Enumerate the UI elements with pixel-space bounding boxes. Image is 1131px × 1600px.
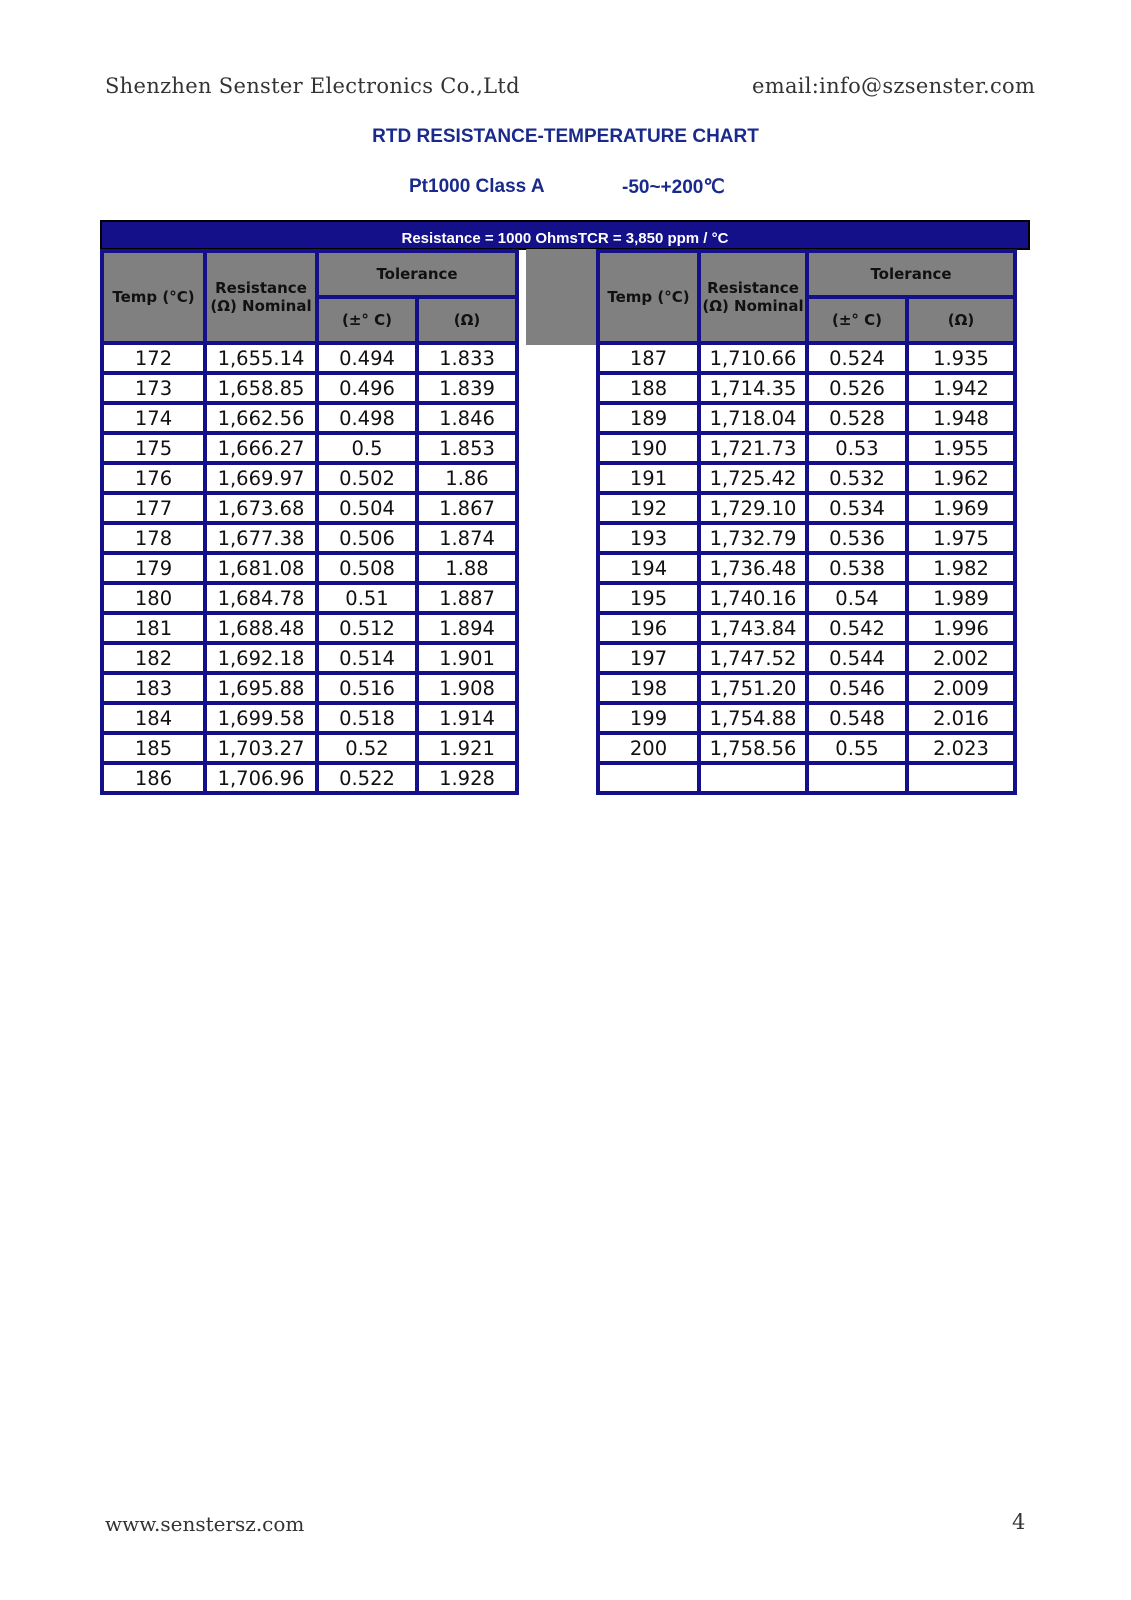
cell-temp: 179 — [104, 555, 203, 581]
cell-resistance: 1,732.79 — [701, 525, 805, 551]
cell-tol-ohm: 1.86 — [419, 465, 515, 491]
cell-tol-ohm: 2.009 — [909, 675, 1013, 701]
table-row — [104, 525, 515, 551]
cell-tol-deg: 0.538 — [809, 555, 905, 581]
cell-tol-deg: 0.52 — [319, 735, 415, 761]
cell-temp: 194 — [600, 555, 697, 581]
footer-website: www.senstersz.com — [105, 1512, 305, 1536]
cell-resistance — [701, 765, 805, 791]
cell-resistance: 1,747.52 — [701, 645, 805, 671]
table-row — [104, 705, 515, 731]
cell-temp: 172 — [104, 345, 203, 371]
cell-resistance: 1,751.20 — [701, 675, 805, 701]
cell-resistance: 1,662.56 — [207, 405, 315, 431]
cell-resistance: 1,673.68 — [207, 495, 315, 521]
cell-temp: 173 — [104, 375, 203, 401]
table-row — [104, 585, 515, 611]
table-row — [600, 555, 1013, 581]
cell-tol-deg: 0.512 — [319, 615, 415, 641]
cell-tol-ohm: 1.833 — [419, 345, 515, 371]
cell-tol-deg: 0.522 — [319, 765, 415, 791]
page-number: 4 — [1012, 1510, 1026, 1534]
cell-resistance: 1,677.38 — [207, 525, 315, 551]
cell-temp: 184 — [104, 705, 203, 731]
cell-tol-ohm: 1.908 — [419, 675, 515, 701]
cell-tol-deg: 0.528 — [809, 405, 905, 431]
cell-tol-ohm: 1.901 — [419, 645, 515, 671]
cell-tol-deg: 0.534 — [809, 495, 905, 521]
cell-temp: 175 — [104, 435, 203, 461]
table-row — [104, 495, 515, 521]
cell-resistance: 1,658.85 — [207, 375, 315, 401]
cell-temp: 182 — [104, 645, 203, 671]
cell-tol-ohm: 1.894 — [419, 615, 515, 641]
table-row — [104, 735, 515, 761]
temperature-range: -50~+200℃ — [622, 177, 725, 198]
cell-resistance: 1,710.66 — [701, 345, 805, 371]
cell-tol-ohm: 1.846 — [419, 405, 515, 431]
cell-tol-deg: 0.506 — [319, 525, 415, 551]
cell-resistance: 1,743.84 — [701, 615, 805, 641]
cell-tol-ohm: 2.023 — [909, 735, 1013, 761]
cell-resistance: 1,725.42 — [701, 465, 805, 491]
cell-tol-ohm: 1.921 — [419, 735, 515, 761]
cell-temp: 196 — [600, 615, 697, 641]
table-row — [600, 765, 1013, 791]
table-row — [600, 495, 1013, 521]
table-row — [600, 615, 1013, 641]
cell-tol-ohm: 1.948 — [909, 405, 1013, 431]
table-row — [104, 765, 515, 791]
table-banner: Resistance = 1000 OhmsTCR = 3,850 ppm / °C — [100, 220, 1030, 250]
cell-temp: 176 — [104, 465, 203, 491]
cell-tol-deg: 0.544 — [809, 645, 905, 671]
table-row — [104, 555, 515, 581]
company-name: Shenzhen Senster Electronics Co.,Ltd — [105, 74, 520, 98]
cell-temp: 180 — [104, 585, 203, 611]
cell-tol-deg: 0.51 — [319, 585, 415, 611]
cell-resistance: 1,754.88 — [701, 705, 805, 731]
cell-resistance: 1,729.10 — [701, 495, 805, 521]
table-row — [600, 345, 1013, 371]
cell-tol-deg: 0.502 — [319, 465, 415, 491]
cell-temp: 193 — [600, 525, 697, 551]
table-row — [104, 645, 515, 671]
table-row — [600, 705, 1013, 731]
cell-resistance: 1,736.48 — [701, 555, 805, 581]
resistance-table-right — [596, 249, 1017, 795]
table-row — [600, 735, 1013, 761]
col-header-temp: Temp (°C) — [104, 253, 203, 341]
cell-tol-ohm: 1.955 — [909, 435, 1013, 461]
cell-temp: 192 — [600, 495, 697, 521]
cell-tol-ohm: 1.867 — [419, 495, 515, 521]
cell-tol-deg: 0.498 — [319, 405, 415, 431]
table-row — [104, 375, 515, 401]
cell-tol-ohm: 1.942 — [909, 375, 1013, 401]
cell-temp: 181 — [104, 615, 203, 641]
cell-tol-deg: 0.53 — [809, 435, 905, 461]
chart-title: RTD RESISTANCE-TEMPERATURE CHART — [372, 126, 759, 147]
cell-tol-ohm: 1.982 — [909, 555, 1013, 581]
col-header-resistance: Resistance (Ω) Nominal — [701, 253, 805, 341]
cell-tol-deg: 0.504 — [319, 495, 415, 521]
table-row — [600, 465, 1013, 491]
cell-resistance: 1,758.56 — [701, 735, 805, 761]
cell-tol-ohm: 1.88 — [419, 555, 515, 581]
cell-tol-deg: 0.514 — [319, 645, 415, 671]
table-row — [600, 675, 1013, 701]
cell-temp: 183 — [104, 675, 203, 701]
cell-tol-deg: 0.532 — [809, 465, 905, 491]
cell-temp: 195 — [600, 585, 697, 611]
col-header-tol-ohm: (Ω) — [909, 299, 1013, 341]
cell-resistance: 1,699.58 — [207, 705, 315, 731]
cell-tol-deg: 0.5 — [319, 435, 415, 461]
cell-tol-deg: 0.548 — [809, 705, 905, 731]
cell-tol-deg: 0.55 — [809, 735, 905, 761]
cell-tol-deg: 0.508 — [319, 555, 415, 581]
cell-tol-ohm: 1.914 — [419, 705, 515, 731]
cell-temp: 199 — [600, 705, 697, 731]
table-gap — [526, 249, 596, 345]
table-row — [600, 585, 1013, 611]
col-header-tol-ohm: (Ω) — [419, 299, 515, 341]
cell-tol-ohm: 1.874 — [419, 525, 515, 551]
cell-resistance: 1,666.27 — [207, 435, 315, 461]
cell-tol-deg: 0.546 — [809, 675, 905, 701]
table-row — [104, 405, 515, 431]
cell-tol-deg: 0.54 — [809, 585, 905, 611]
cell-resistance: 1,718.04 — [701, 405, 805, 431]
cell-temp: 178 — [104, 525, 203, 551]
col-header-resistance: Resistance (Ω) Nominal — [207, 253, 315, 341]
resistance-table-left — [100, 249, 519, 795]
cell-resistance: 1,740.16 — [701, 585, 805, 611]
cell-temp: 189 — [600, 405, 697, 431]
cell-tol-ohm: 1.969 — [909, 495, 1013, 521]
cell-tol-deg: 0.536 — [809, 525, 905, 551]
cell-tol-ohm: 1.839 — [419, 375, 515, 401]
cell-tol-ohm: 1.887 — [419, 585, 515, 611]
sensor-type: Pt1000 Class A — [409, 176, 545, 197]
cell-resistance: 1,714.35 — [701, 375, 805, 401]
contact-email: email:info@szsenster.com — [752, 74, 1036, 98]
col-header-tolerance: Tolerance — [319, 253, 515, 295]
table-row — [104, 345, 515, 371]
cell-resistance: 1,706.96 — [207, 765, 315, 791]
cell-temp — [600, 765, 697, 791]
cell-temp: 174 — [104, 405, 203, 431]
cell-resistance: 1,721.73 — [701, 435, 805, 461]
col-header-tol-deg: (±° C) — [319, 299, 415, 341]
cell-tol-deg: 0.516 — [319, 675, 415, 701]
col-header-tolerance: Tolerance — [809, 253, 1013, 295]
cell-temp: 186 — [104, 765, 203, 791]
cell-tol-ohm: 1.996 — [909, 615, 1013, 641]
table-row — [104, 465, 515, 491]
cell-tol-deg: 0.518 — [319, 705, 415, 731]
cell-resistance: 1,669.97 — [207, 465, 315, 491]
cell-resistance: 1,692.18 — [207, 645, 315, 671]
table-row — [600, 525, 1013, 551]
cell-resistance: 1,681.08 — [207, 555, 315, 581]
cell-tol-ohm: 1.853 — [419, 435, 515, 461]
cell-tol-deg: 0.496 — [319, 375, 415, 401]
cell-tol-deg: 0.542 — [809, 615, 905, 641]
cell-resistance: 1,695.88 — [207, 675, 315, 701]
col-header-temp: Temp (°C) — [600, 253, 697, 341]
cell-tol-ohm: 1.989 — [909, 585, 1013, 611]
cell-tol-ohm: 2.002 — [909, 645, 1013, 671]
cell-temp: 185 — [104, 735, 203, 761]
cell-resistance: 1,703.27 — [207, 735, 315, 761]
cell-tol-deg: 0.524 — [809, 345, 905, 371]
cell-temp: 191 — [600, 465, 697, 491]
cell-temp: 197 — [600, 645, 697, 671]
cell-tol-deg: 0.494 — [319, 345, 415, 371]
cell-temp: 177 — [104, 495, 203, 521]
cell-temp: 188 — [600, 375, 697, 401]
cell-tol-ohm: 2.016 — [909, 705, 1013, 731]
table-row — [600, 375, 1013, 401]
cell-tol-ohm: 1.962 — [909, 465, 1013, 491]
cell-tol-ohm — [909, 765, 1013, 791]
cell-tol-ohm: 1.935 — [909, 345, 1013, 371]
table-row — [600, 435, 1013, 461]
cell-temp: 200 — [600, 735, 697, 761]
cell-resistance: 1,655.14 — [207, 345, 315, 371]
table-row — [600, 405, 1013, 431]
table-row — [104, 615, 515, 641]
table-row — [104, 435, 515, 461]
cell-temp: 190 — [600, 435, 697, 461]
cell-temp: 187 — [600, 345, 697, 371]
table-row — [104, 675, 515, 701]
cell-tol-deg — [809, 765, 905, 791]
cell-tol-ohm: 1.928 — [419, 765, 515, 791]
cell-tol-ohm: 1.975 — [909, 525, 1013, 551]
cell-resistance: 1,684.78 — [207, 585, 315, 611]
table-row — [600, 645, 1013, 671]
cell-tol-deg: 0.526 — [809, 375, 905, 401]
cell-resistance: 1,688.48 — [207, 615, 315, 641]
col-header-tol-deg: (±° C) — [809, 299, 905, 341]
cell-temp: 198 — [600, 675, 697, 701]
